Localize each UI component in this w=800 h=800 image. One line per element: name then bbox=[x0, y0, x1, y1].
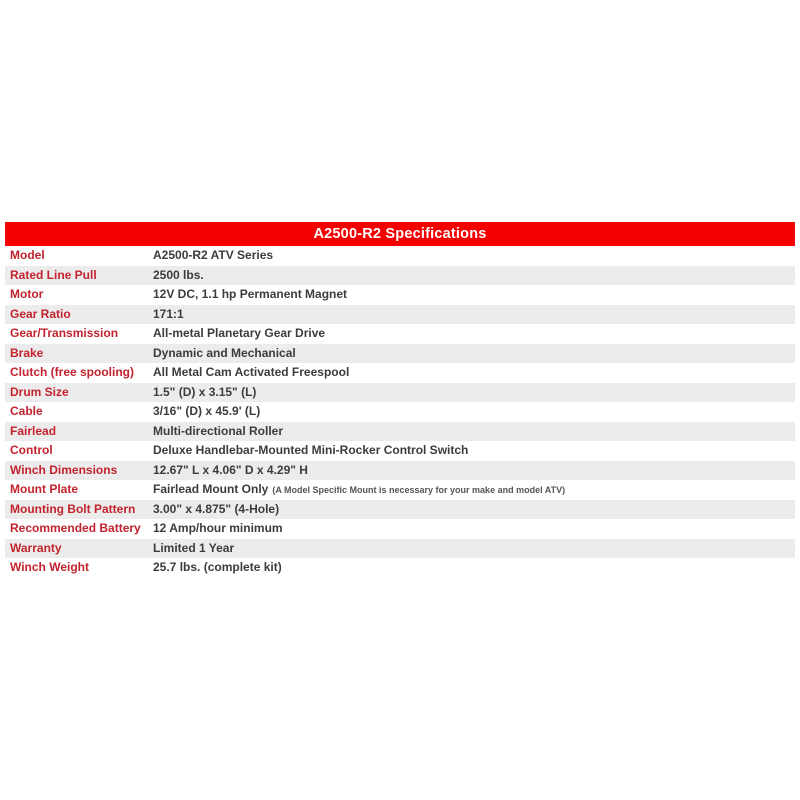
spec-row bbox=[5, 383, 795, 403]
spec-value bbox=[146, 344, 795, 364]
spec-value-text: Limited 1 Year bbox=[153, 540, 235, 555]
spec-value bbox=[146, 285, 795, 305]
spec-row bbox=[5, 402, 795, 422]
spec-value bbox=[146, 500, 795, 520]
spec-row bbox=[5, 539, 795, 559]
spec-row bbox=[5, 305, 795, 325]
spec-value-text: 25.7 lbs. (complete kit) bbox=[153, 560, 282, 574]
spec-value bbox=[146, 324, 795, 344]
spec-value bbox=[146, 305, 795, 325]
spec-row bbox=[5, 500, 795, 520]
spec-row bbox=[5, 422, 795, 442]
spec-value bbox=[146, 422, 795, 442]
spec-label: Rated Line Pull bbox=[10, 267, 97, 282]
spec-value-text: 2500 lbs. bbox=[153, 267, 204, 282]
spec-label: Fairlead bbox=[10, 423, 57, 438]
spec-value-text: 3/16" (D) x 45.9' (L) bbox=[153, 404, 261, 418]
spec-value bbox=[146, 441, 795, 461]
spec-row bbox=[5, 324, 795, 344]
spec-value-text: 1.5" (D) x 3.15" (L) bbox=[153, 384, 257, 399]
spec-value-text: A2500-R2 ATV Series bbox=[153, 248, 274, 262]
spec-label: Recommended Battery bbox=[10, 521, 141, 535]
spec-label: Gear Ratio bbox=[10, 306, 71, 321]
spec-row bbox=[5, 246, 795, 266]
spec-value-text: Dynamic and Mechanical bbox=[153, 345, 296, 360]
spec-value bbox=[146, 266, 795, 286]
spec-row bbox=[5, 480, 795, 500]
spec-value bbox=[146, 246, 795, 266]
spec-row bbox=[5, 441, 795, 461]
spec-value-text: 171:1 bbox=[153, 306, 184, 321]
spec-row bbox=[5, 461, 795, 481]
spec-row bbox=[5, 558, 795, 578]
spec-label: Mount Plate bbox=[10, 482, 78, 496]
spec-label: Motor bbox=[10, 287, 44, 301]
spec-value-text: Fairlead Mount Only bbox=[153, 482, 269, 496]
spec-row bbox=[5, 266, 795, 286]
spec-value-text: 3.00" x 4.875" (4-Hole) bbox=[153, 501, 280, 516]
spec-value bbox=[146, 539, 795, 559]
spec-value-text: 12.67" L x 4.06" D x 4.29" H bbox=[153, 462, 308, 477]
spec-value-text: Deluxe Handlebar-Mounted Mini-Rocker Control Switch bbox=[153, 443, 469, 457]
spec-value bbox=[146, 461, 795, 481]
spec-value bbox=[146, 480, 795, 500]
spec-value-note: (A Model Specific Mount is necessary for your make and model ATV) bbox=[272, 485, 566, 495]
spec-rows-container bbox=[5, 246, 795, 578]
spec-row bbox=[5, 344, 795, 364]
spec-value-text: Multi-directional Roller bbox=[153, 423, 284, 438]
spec-label: Brake bbox=[10, 345, 44, 360]
spec-value bbox=[146, 363, 795, 383]
spec-value-text: 12 Amp/hour minimum bbox=[153, 521, 283, 535]
table-title: A2500-R2 Specifications bbox=[5, 222, 795, 246]
spec-label: Mounting Bolt Pattern bbox=[10, 501, 136, 516]
spec-value-text: All Metal Cam Activated Freespool bbox=[153, 365, 350, 379]
spec-row bbox=[5, 519, 795, 539]
spec-label: Model bbox=[10, 248, 45, 262]
spec-value-text: All-metal Planetary Gear Drive bbox=[153, 326, 326, 340]
spec-value bbox=[146, 383, 795, 403]
spec-label: Warranty bbox=[10, 540, 62, 555]
specifications-table bbox=[5, 222, 795, 578]
spec-label: Winch Dimensions bbox=[10, 462, 118, 477]
spec-label: Winch Weight bbox=[10, 560, 89, 574]
spec-label: Gear/Transmission bbox=[10, 326, 119, 340]
spec-value-text: 12V DC, 1.1 hp Permanent Magnet bbox=[153, 287, 348, 301]
spec-row bbox=[5, 285, 795, 305]
spec-value bbox=[146, 402, 795, 422]
spec-value bbox=[146, 558, 795, 578]
spec-value bbox=[146, 519, 795, 539]
spec-label: Drum Size bbox=[10, 384, 69, 399]
spec-row bbox=[5, 363, 795, 383]
spec-label: Control bbox=[10, 443, 53, 457]
spec-label: Cable bbox=[10, 404, 43, 418]
spec-label: Clutch (free spooling) bbox=[10, 365, 134, 379]
